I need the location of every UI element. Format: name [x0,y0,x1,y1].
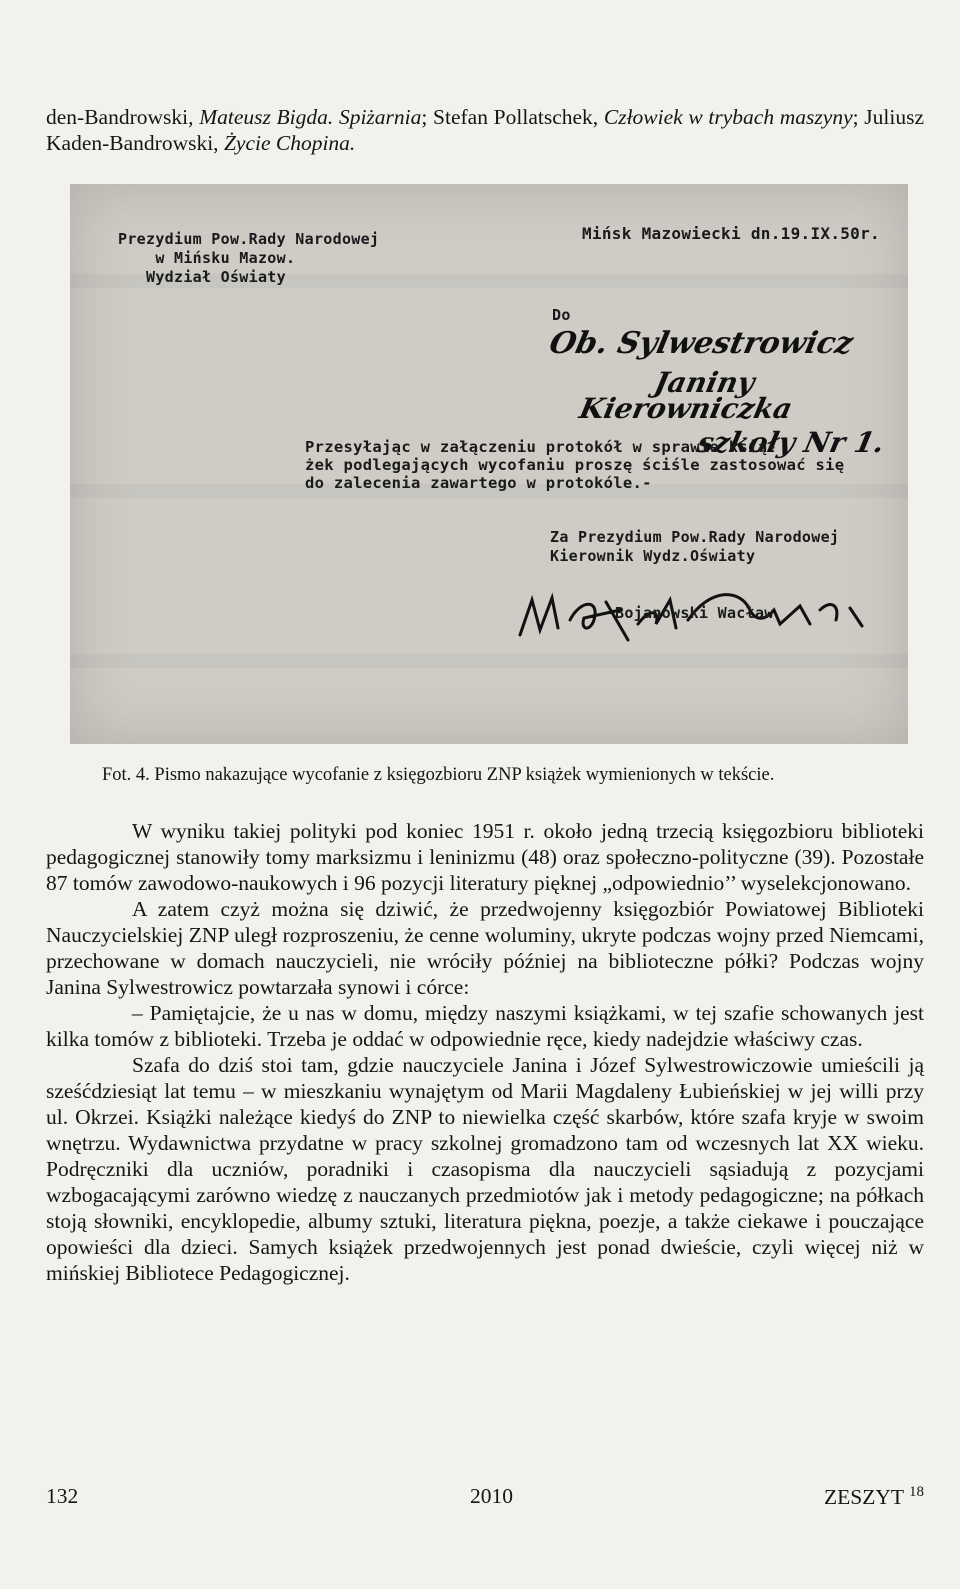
photo-bleed [70,654,908,668]
sender-line: Wydział Oświaty [118,268,286,286]
recipient-line: szkoły Nr 1. [694,426,888,459]
letter-body-line: do zalecenia zawartego w protokóle.- [305,474,652,492]
letter-body [305,438,844,492]
intro-text-3: ; Juliusz Kaden-Bandrowski, [46,105,924,155]
book-title-czlowiek: Człowiek w trybach maszyny [603,105,853,129]
page-footer [46,1484,924,1514]
letter-closing [550,528,839,566]
book-title-spizarnia: Mateusz Bigda. Spiżarnia [199,105,422,129]
sender-line: w Mińsku Mazow. [118,249,296,267]
page-number: 132 [46,1484,79,1508]
intro-text-2: ; Stefan Pollatschek, [421,105,604,129]
letter-photo [70,184,908,744]
letter-to: Do [552,306,571,324]
recipient-line: Ob. Sylwestrowicz [546,326,857,361]
photo-caption: Fot. 4. Pismo nakazujące wycofanie z księgozbioru ZNP książek wymienionych w tekście. [102,765,775,785]
paragraph-1: W wyniku takiej polityki pod koniec 1951 r. około jedną trzecią księgozbioru biblioteki pedagogicznej stanowiły tomy marksizmu i leninizmu (48) oraz społeczno-polityczne (39). Pozostałe 87 tomów zawodowo-naukowych i 96 pozycji literatury pięknej „odpowiednio’’ wyselekcjonowano. [46,819,924,895]
body-text [46,818,924,1286]
paragraph-4: Szafa do dziś stoi tam, gdzie nauczyciele Janina i Józef Sylwestrowiczowie umieścili ją sześćdziesiąt lat temu – w mieszkaniu wynajętym od Marii Magdaleny Łubieńskiej w jej willi przy ul. Okrzei. Książki należące kiedyś do ZNP to niewielka część skarbów, które szafa kryje w swoim wnętrzu. Wydawnictwa przydatne w pracy szkolnej gromadzono tam od wczesnych lat XX wieku. Podręczniki dla uczniów, poradniki i czasopisma dla nauczycieli sąsiadują z pozycjami wzbogacającymi zarówno wiedzę z nauczanych przedmiotów jak i metody pedagogiczne; na półkach stoją słowniki, encyklopedie, albumy sztuki, literatura piękna, poezje, a także ciekawe i pouczające opowieści dla dzieci. Samych książek przedwojennych jest ponad dwieście, czyli więcej niż w mińskiej Bibliotece Pedagogicznej. [46,1053,924,1285]
issue-number: 18 [909,1484,924,1500]
footer-issue [824,1484,924,1510]
letter-body-line: żek podlegających wycofaniu proszę ściśle zastosować się [305,456,845,474]
closing-line: Kierownik Wydz.Oświaty [550,547,756,565]
sender-line: Prezydium Pow.Rady Narodowej [118,230,380,248]
paragraph-3: – Pamiętajcie, że u nas w domu, między naszymi książkami, w tej szafie schowanych jest kilka tomów z biblioteki. Trzeba je oddać w odpowiednie ręce, kiedy nadejdzie właściwy czas. [46,1001,924,1051]
closing-line: Za Prezydium Pow.Rady Narodowej [550,528,840,546]
paragraph-2: A zatem czyż można się dziwić, że przedwojenny księgozbiór Powiatowej Biblioteki Nauczycielskiej ZNP uległ rozproszeniu, że cenne woluminy, ukryte podczas wojny przed Niemcami, przechowane w domach nauczycieli, nie wróciły później na biblioteczne półki? Podczas wojny Janina Sylwestrowicz powtarzała synowi i córce: [46,897,924,999]
book-title-zycie-chopina: Życie Chopina. [223,131,356,155]
recipient-line: Kierowniczka [576,392,796,425]
letter-body-line: Przesyłając w załączeniu protokół w sprawie ksią- [305,438,777,456]
intro-text-1: den-Bandrowski, [46,105,200,129]
letter-place-date: Mińsk Mazowiecki dn.19.IX.50r. [582,224,880,243]
footer-year: 2010 [470,1484,513,1508]
intro-text [46,104,924,156]
issue-label: ZESZYT [823,1485,904,1509]
recipient-line: Janiny [651,366,758,399]
letter-typed-name: Bojanowski Wacław [615,604,774,622]
letter-sender [118,230,379,287]
intro-paragraph [46,104,924,156]
